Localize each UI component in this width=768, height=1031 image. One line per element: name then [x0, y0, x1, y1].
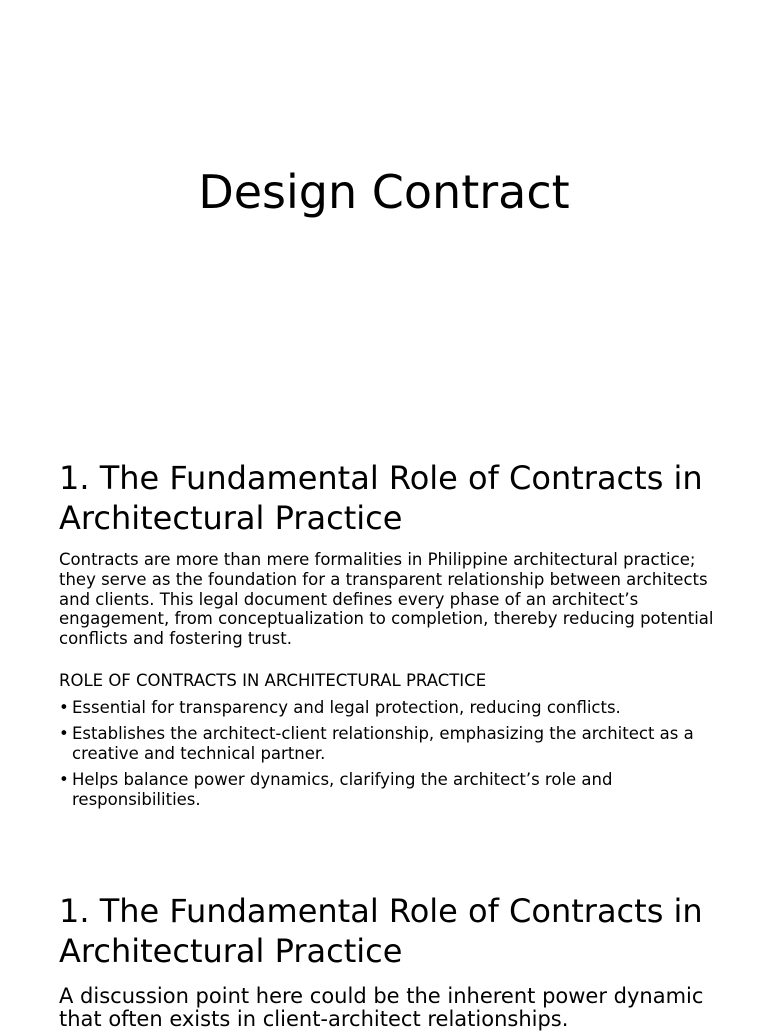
bullet-icon: • [59, 770, 69, 790]
bullet-icon: • [59, 697, 69, 717]
bullet-item [59, 698, 719, 718]
bullet-text: Essential for transparency and legal protection, reducing conflicts. [72, 697, 621, 717]
section-fundamental-role [59, 458, 719, 816]
section-fundamental-role-continued [59, 891, 719, 1031]
bullet-text: Establishes the architect-client relationship, emphasizing the architect as a creative and technical partner. [72, 724, 694, 764]
bullet-text: Helps balance power dynamics, clarifying the architect’s role and responsibilities. [72, 770, 613, 810]
section-heading: 1. The Fundamental Role of Contracts in Architectural Practice [59, 459, 703, 537]
section-body: Contracts are more than mere formalities in Philippine architectural practice; they serve as the foundation for a transparent relationship between architects and clients. This legal document defines every phase of an architect’s engagement, from conceptualization to completion, thereby reducing potential conflicts and fostering trust. [59, 550, 714, 649]
section-heading: 1. The Fundamental Role of Contracts in Architectural Practice [59, 892, 703, 970]
role-bullet-list [59, 698, 719, 810]
bullet-icon: • [59, 724, 69, 744]
section-body: A discussion point here could be the inherent power dynamic that often exists in client-architect relationships. [59, 984, 704, 1031]
role-subheading: ROLE OF CONTRACTS IN ARCHITECTURAL PRACTICE [59, 670, 487, 690]
bullet-item [59, 724, 719, 764]
slide-title: Design Contract [198, 165, 570, 219]
bullet-item [59, 770, 719, 810]
